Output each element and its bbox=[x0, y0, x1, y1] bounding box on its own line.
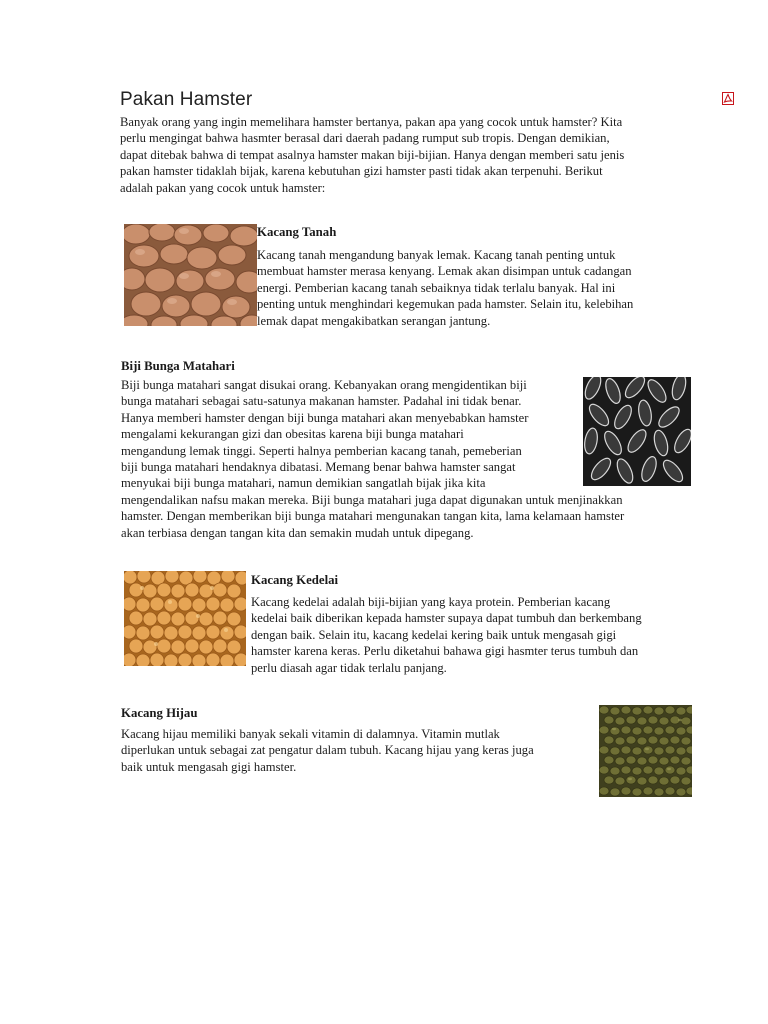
text-line: Kacang tanah mengandung banyak lemak. Kacang tanah penting untuk bbox=[257, 248, 616, 262]
text-line: penting untuk menghindari kegemukan pada hamster. Selain itu, kelebihan bbox=[257, 297, 634, 312]
text-line: biji bunga matahari hendaknya dibatasi. Memang benar bahwa hamster sangat bbox=[121, 460, 516, 475]
text-line: mengendalikan nafsu makan mereka. Biji bunga matahari juga dapat digunakan untuk menjinakkan bbox=[121, 492, 623, 507]
intro-line: adalah pakan yang cocok untuk hamster: bbox=[120, 180, 326, 195]
text-line: mengalami kekurangan gizi dan obesitas karena biji bunga matahari bbox=[121, 427, 464, 442]
text-line: Kacang hijau memiliki banyak sekali vitamin di dalamnya. Vitamin mutlak bbox=[121, 727, 500, 741]
peanuts-photo bbox=[124, 224, 257, 326]
text-line: kedelai baik diberikan kepada hamster supaya dapat tumbuh dan berkembang bbox=[251, 611, 642, 626]
intro-line: pakan hamster tidaklah bijak, karena kebutuhan gizi hamster pasti tidak akan terpenuhi. Berikut bbox=[120, 164, 603, 179]
text-line: bunga matahari sebagai satu-satunya makanan hamster. Padahal ini tidak benar. bbox=[121, 394, 522, 409]
text-line: diperlukan untuk sebagai zat pengatur dalam tubuh. Kacang hijau yang keras juga bbox=[121, 743, 534, 758]
text-line: Kacang kedelai adalah biji-bijian yang kaya protein. Pemberian kacang bbox=[251, 595, 611, 609]
text-line: hamster karena keras. Perlu diketahui bahawa gigi hasmter terus tumbuh dan bbox=[251, 644, 639, 659]
intro-line: dapat ditebak bahwa di tempat asalnya hamster makan biji-bijian. Hanya dengan memberi satu jenis bbox=[120, 147, 625, 162]
section-heading-kacang-hijau: Kacang Hijau bbox=[121, 706, 198, 720]
section-text-kacang-kedelai bbox=[251, 594, 701, 676]
text-line: membuat hamster merasa kenyang. Lemak akan disimpan untuk cadangan bbox=[257, 264, 632, 279]
page-title: Pakan Hamster bbox=[120, 89, 253, 110]
text-line: akan terbiasa dengan tangan kita dan semakin mudah untuk dipegang. bbox=[121, 525, 474, 540]
text-line: baik untuk mengasah gigi hamster. bbox=[121, 759, 297, 774]
text-line: mengandung lemak tinggi. Seperti halnya pemberian kacang tanah, pemeberian bbox=[121, 443, 522, 458]
soybeans-photo bbox=[124, 571, 246, 666]
text-line: Biji bunga matahari sangat disukai orang. Kebanyakan orang mengidentikan biji bbox=[121, 378, 527, 392]
text-line: lemak dapat mengakibatkan serangan jantung. bbox=[257, 313, 491, 328]
mung-beans-photo bbox=[599, 705, 692, 797]
sunflower-seeds-photo bbox=[583, 377, 691, 486]
intro-line: Banyak orang yang ingin memelihara hamster bertanya, pakan apa yang cocok untuk hamster? Kita bbox=[120, 115, 623, 129]
intro-paragraph bbox=[120, 114, 700, 196]
text-line: Hanya memberi hamster dengan biji bunga matahari akan menyebabkan hamster bbox=[121, 410, 529, 425]
section-text-kacang-tanah bbox=[257, 247, 697, 329]
intro-line: perlu mengingat bahwa hasmter berasal dari daerah padang rumput sub tropis. Dengan demikian, bbox=[120, 131, 610, 146]
section-heading-kacang-tanah: Kacang Tanah bbox=[257, 225, 337, 239]
text-line: hamster. Dengan memberikan biji bunga matahari mengunakan tangan kita, lama kelamaan hamster bbox=[121, 509, 625, 524]
section-heading-biji-bunga-matahari: Biji Bunga Matahari bbox=[121, 359, 235, 373]
section-text-kacang-hijau bbox=[121, 726, 601, 775]
text-line: menyukai biji bunga matahari, namun demikian sangatlah bijak jika kita bbox=[121, 476, 486, 491]
pdf-icon[interactable] bbox=[722, 92, 734, 105]
text-line: dengan baik. Selain itu, kacang kedelai kering baik untuk mengasah gigi bbox=[251, 627, 617, 642]
text-line: perlu diasah agar tidak terlalu panjang. bbox=[251, 660, 447, 675]
section-heading-kacang-kedelai: Kacang Kedelai bbox=[251, 573, 339, 587]
text-line: energi. Pemberian kacang tanah sebaiknya tidak terlalu banyak. Hal ini bbox=[257, 280, 616, 295]
